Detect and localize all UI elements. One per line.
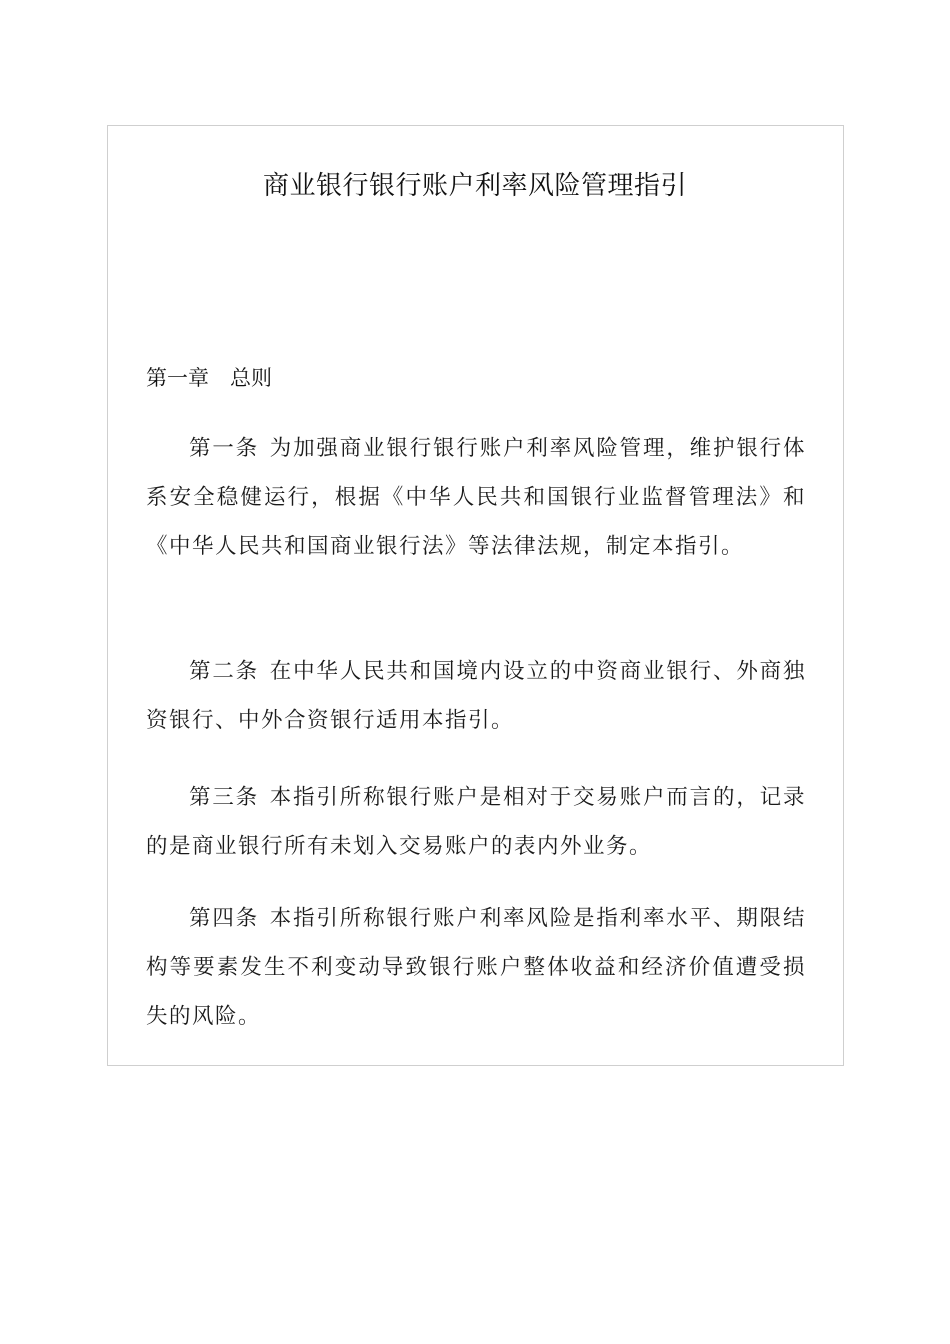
article-number: 第一条	[189, 436, 259, 461]
article-text: 本指引所称银行账户利率风险是指利率水平、期限结构等要素发生不利变动导致银行账户整体收益和经济价值遭受损失的风险。	[146, 906, 806, 1029]
article-paragraph	[146, 773, 806, 871]
article-number: 第二条	[189, 659, 259, 684]
article-text: 本指引所称银行账户是相对于交易账户而言的，记录的是商业银行所有未划入交易账户的表内外业务。	[146, 785, 806, 859]
article-number: 第三条	[189, 785, 259, 810]
chapter-heading: 第一章 总则	[146, 366, 272, 390]
article-number: 第四条	[189, 906, 259, 931]
article-text: 在中华人民共和国境内设立的中资商业银行、外商独资银行、中外合资银行适用本指引。	[146, 659, 806, 733]
document-title: 商业银行银行账户利率风险管理指引	[262, 171, 687, 201]
article-paragraph	[146, 894, 806, 1041]
article-text: 为加强商业银行银行账户利率风险管理，维护银行体系安全稳健运行，根据《中华人民共和国银行业监督管理法》和《中华人民共和国商业银行法》等法律法规，制定本指引。	[146, 436, 806, 559]
article-paragraph	[146, 424, 806, 571]
article-paragraph	[146, 647, 806, 745]
